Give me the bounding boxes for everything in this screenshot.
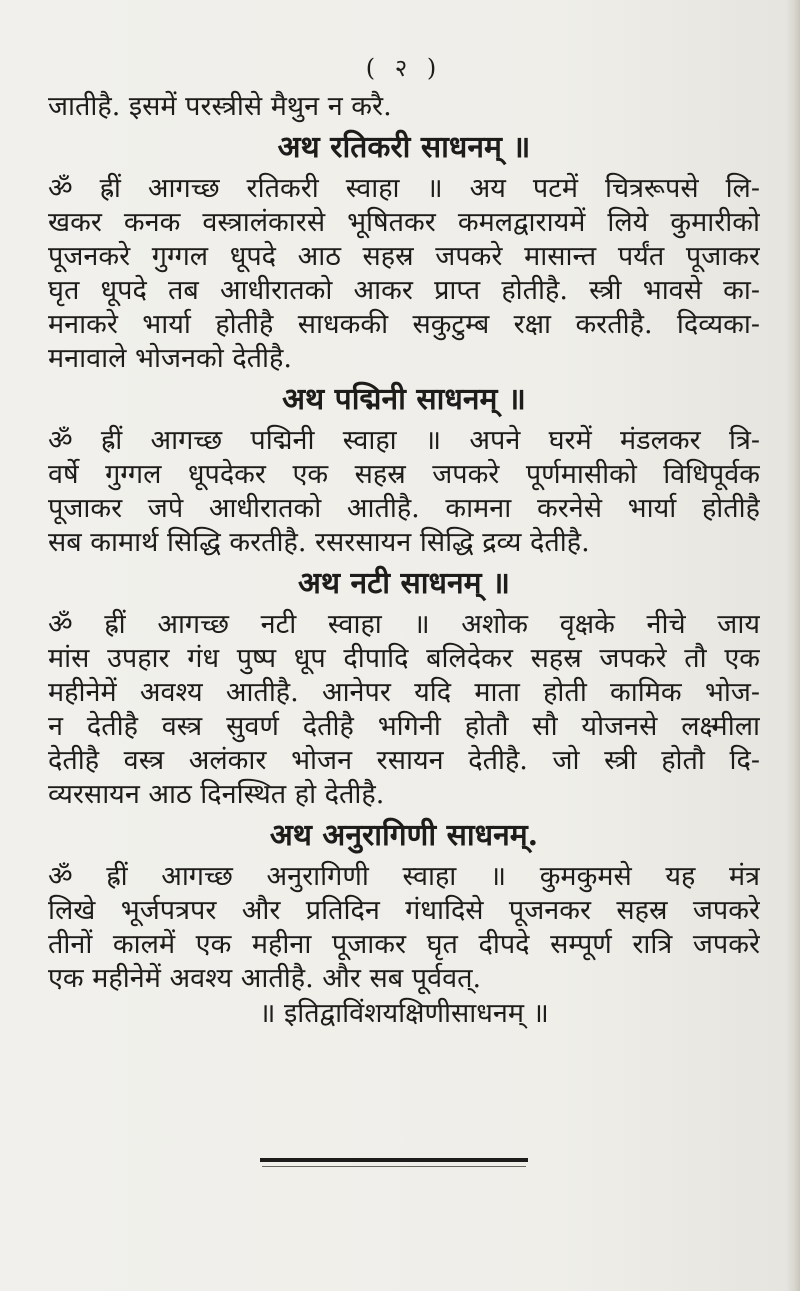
text-line: व्यरसायन आठ दिनस्थित हो देतीहै.	[48, 779, 385, 810]
text-line: ॐ ह्रीं आगच्छ रतिकरी स्वाहा ॥ अय पटमें चित्ररूपसे लि-	[48, 173, 760, 204]
section-heading-nati: अथ नटी साधनम् ॥	[297, 566, 511, 601]
text-line: पूजनकरे गुग्गल धूपदे आठ सहस्र जपकरे मासान्त पर्यंत पूजाकर	[48, 241, 760, 272]
intro-line: जातीहै. इसमें परस्त्रीसे मैथुन न करै.	[48, 91, 392, 122]
text-line: एक महीनेमें अवश्य आतीहै. और सब पूर्ववत्.	[48, 963, 482, 994]
text-line: देतीहै वस्त्र अलंकार भोजन रसायन देतीहै. जो स्त्री होतौ दि-	[48, 745, 760, 776]
page-text	[48, 52, 760, 1032]
text-line: मांस उपहार गंध पुष्प धूप दीपादि बलिदेकर सहस्र जपकरे तौ एक	[48, 643, 760, 674]
text-line: खकर कनक वस्त्रालंकारसे भूषितकर कमलद्वारायमें लिये कुमारीको	[48, 207, 760, 238]
end-rule-thin	[262, 1166, 526, 1167]
text-line: ॐ ह्रीं आगच्छ अनुरागिणी स्वाहा ॥ कुमकुमसे यह मंत्र	[48, 861, 760, 892]
section-heading-anuragini: अथ अनुरागिणी साधनम्.	[269, 818, 539, 853]
text-line: महीनेमें अवश्य आतीहै. आनेपर यदि माता होती कामिक भोज-	[48, 677, 760, 708]
text-line: लिखे भूर्जपत्रपर और प्रतिदिन गंधादिसे पूजनकर सहस्र जपकरे	[48, 895, 760, 926]
page-number: ( २ )	[365, 54, 443, 82]
text-line: ॐ ह्रीं आगच्छ पद्मिनी स्वाहा ॥ अपने घरमें मंडलकर त्रि-	[48, 425, 760, 456]
text-line: ॐ ह्रीं आगच्छ नटी स्वाहा ॥ अशोक वृक्षके नीचे जाय	[48, 609, 760, 640]
section-heading-padmini: अथ पद्मिनी साधनम् ॥	[282, 382, 526, 417]
text-line: मनाकरे भार्या होतीहै साधककी सकुटुम्ब रक्षा करतीहै. दिव्यका-	[48, 309, 760, 340]
section-heading-ratikari: अथ रतिकरी साधनम् ॥	[277, 130, 531, 165]
text-line: तीनों कालमें एक महीना पूजाकर घृत दीपदे सम्पूर्ण रात्रि जपकरे	[48, 929, 760, 960]
end-rule	[260, 1158, 528, 1162]
text-line: मनावाले भोजनको देतीहै.	[48, 343, 292, 374]
text-line: न देतीहै वस्त्र सुवर्ण देतीहै भगिनी होतौ सौ योजनसे लक्ष्मीला	[48, 711, 760, 742]
text-line: सब कामार्थ सिद्धि करतीहै. रसरसायन सिद्धि द्रव्य देतीहै.	[48, 527, 590, 558]
text-line: पूजाकर जपे आधीरातको आतीहै. कामना करनेसे भार्या होतीहै	[48, 493, 760, 524]
page-edge-shadow	[786, 0, 800, 1291]
text-line: घृत धूपदे तब आधीरातको आकर प्राप्त होतीहै. स्त्री भावसे का-	[48, 275, 760, 306]
text-line: वर्षे गुग्गल धूपदेकर एक सहस्र जपकरे पूर्णमासीको विधिपूर्वक	[48, 459, 760, 490]
closing-line: ॥ इतिद्वाविंशयक्षिणीसाधनम् ॥	[259, 998, 549, 1029]
